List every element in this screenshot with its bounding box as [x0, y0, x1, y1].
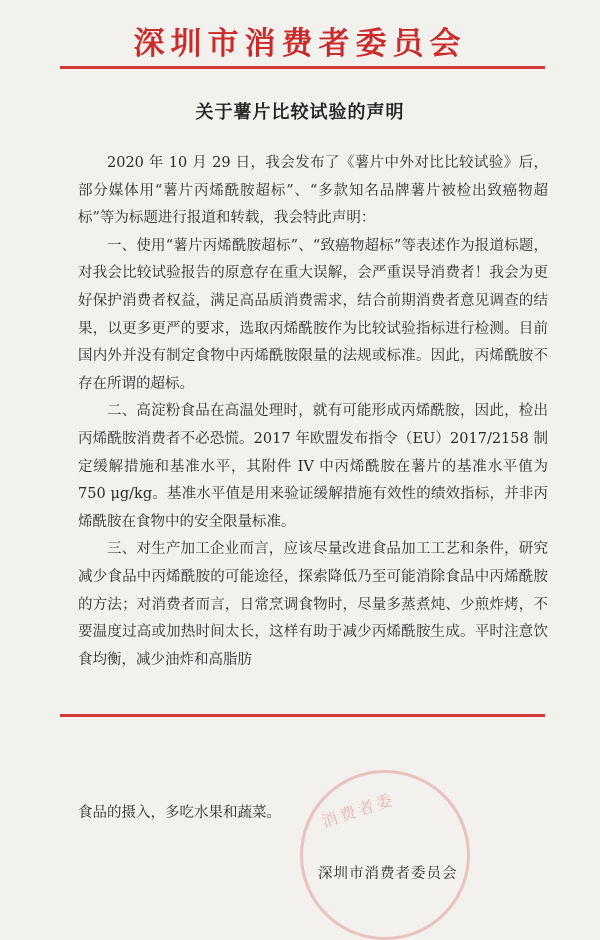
header-divider — [60, 66, 545, 69]
paragraph-intro: 2020 年 10 月 29 日，我会发布了《薯片中外对比比较试验》后，部分媒体用“薯片丙烯酰胺超标”、“多款知名品牌薯片被检出致癌物超标”等为标题进行报道和转载，我会特此声明： — [78, 155, 548, 227]
paragraph-point-3: 三、对生产加工企业而言，应该尽量改进食品加工工艺和条件，研究减少食品中丙烯酰胺的可能途径，探索降低乃至可能消除食品中丙烯酰胺的方法；对消费者而言，日常烹调食物时，尽量多蒸煮炖、少煎炸烤，不要温度过高或加热时间太长，这样有助于减少丙烯酰胺生成。平时注意饮食均衡，减少油炸和高脂肪 — [78, 541, 548, 668]
paragraph-point-1: 一、使用“薯片丙烯酰胺超标”、“致癌物超标”等表述作为报道标题，对我会比较试验报告的原意存在重大误解，会严重误导消费者！我会为更好保护消费者权益，满足高品质消费需求，结合前期消费者意见调查的结果，以更多更严的要求，选取丙烯酰胺作为比较试验指标进行检测。目前国内外并没有制定食物中丙烯酰胺限量的法规或标准。因此，丙烯酰胺不存在所谓的超标。 — [78, 237, 548, 392]
seal-text: 消费者委 — [319, 789, 398, 832]
paragraph-continuation: 食品的摄入，多吃水果和蔬菜。 — [78, 805, 281, 821]
paragraph-point-2: 二、高淀粉食品在高温处理时，就有可能形成丙烯酰胺，因此，检出丙烯酰胺消费者不必恐慌。2017 年欧盟发布指令（EU）2017/2158 制定缓解措施和基准水平，其附件 IV 中丙烯酰胺在薯片的基准水平值为 750 μg/kg。基准水平值是用来验证缓解措施有效性的绩效指标，并非丙烯酰胺在食物中的安全限量标准。 — [78, 403, 548, 530]
document-body — [78, 150, 548, 674]
document-title: 关于薯片比较试验的声明 — [195, 102, 405, 123]
org-header: 深圳市消费者委员会 — [133, 26, 467, 62]
signature: 深圳市消费者委员会 — [318, 866, 458, 882]
footer-divider — [60, 714, 545, 717]
